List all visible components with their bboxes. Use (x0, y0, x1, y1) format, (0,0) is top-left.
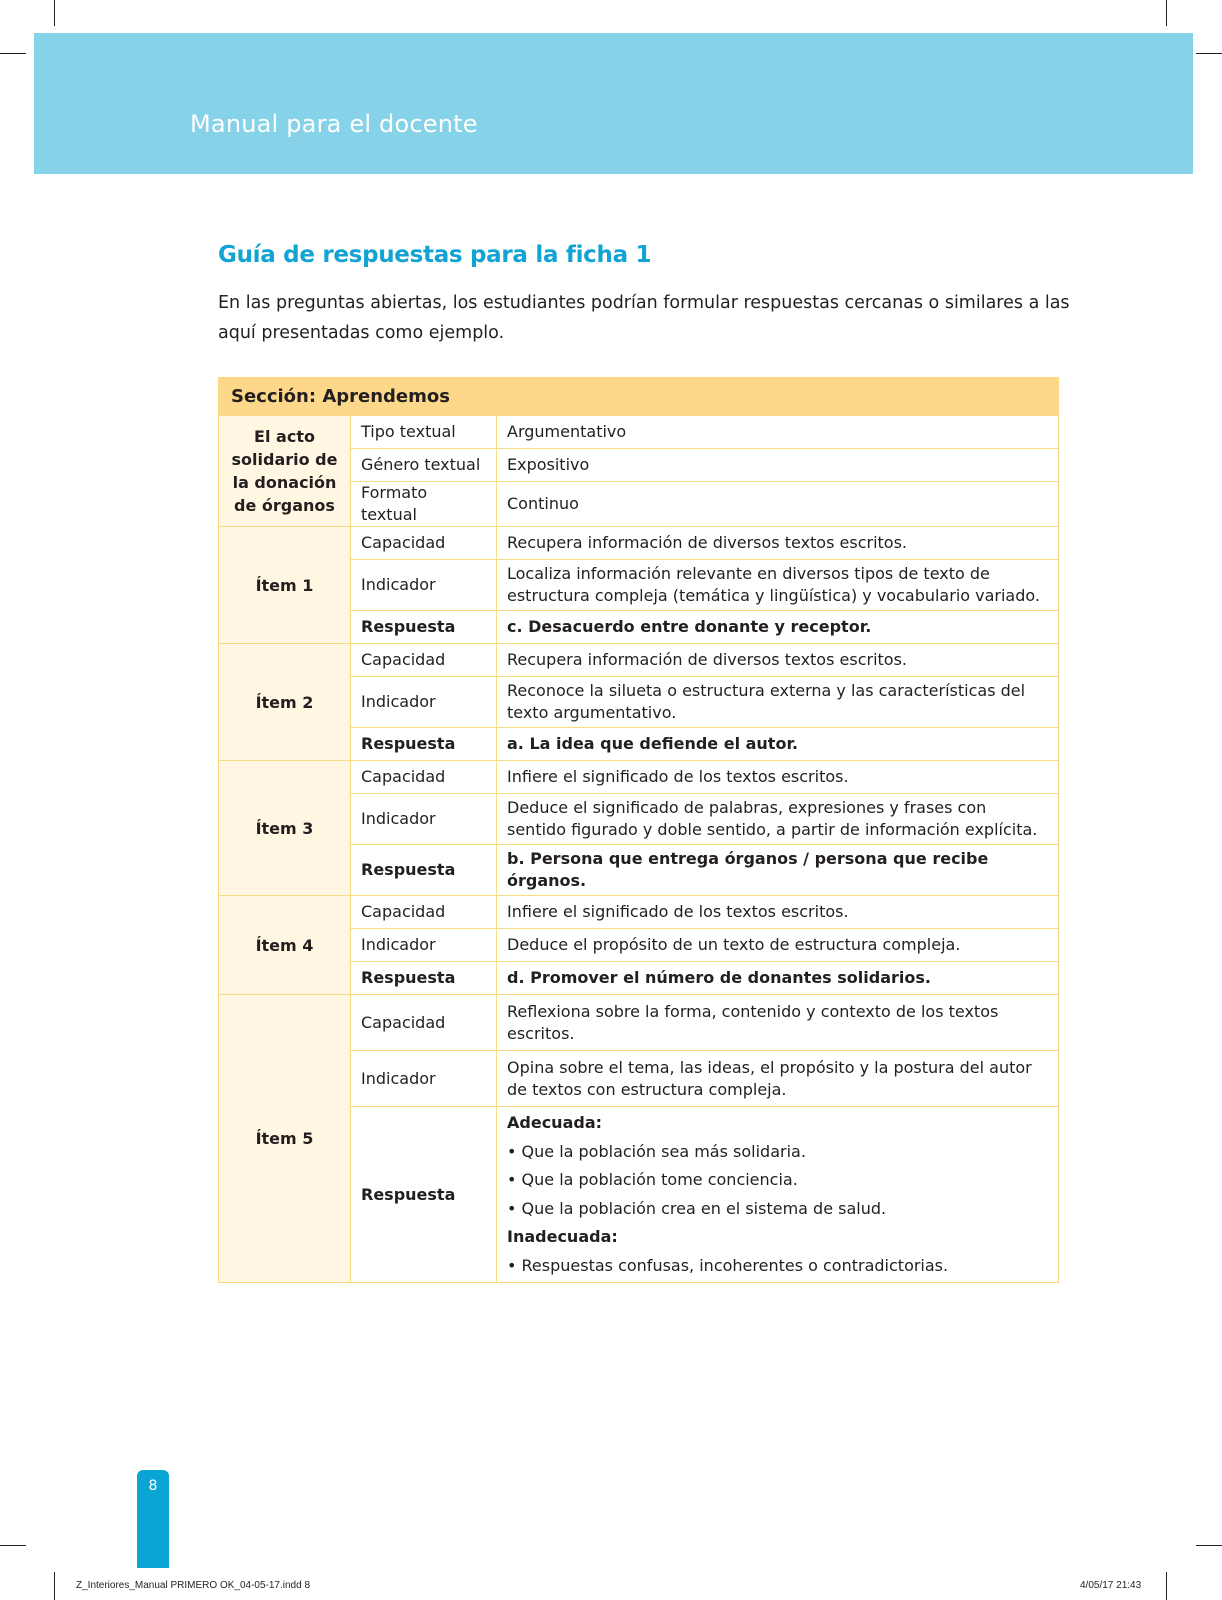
indicador-value: Localiza información relevante en diversos tipos de texto de estructura compleja (temática y lingüística) y vocabulario variado. (497, 560, 1059, 611)
indicador-value: Opina sobre el tema, las ideas, el propósito y la postura del autor de textos con estructura compleja. (497, 1051, 1059, 1107)
indicador-label: Indicador (351, 1051, 497, 1107)
adecuada-heading: Adecuada: (507, 1113, 603, 1132)
row-value: Argumentativo (497, 416, 1059, 449)
capacidad-label: Capacidad (351, 995, 497, 1051)
capacidad-label: Capacidad (351, 896, 497, 929)
crop-mark (54, 1572, 55, 1600)
indicador-label: Indicador (351, 794, 497, 845)
list-item: • Que la población tome conciencia. (507, 1170, 798, 1189)
respuesta-label: Respuesta (351, 845, 497, 896)
capacidad-value: Reflexiona sobre la forma, contenido y contexto de los textos escritos. (497, 995, 1059, 1051)
list-item: • Que la población sea más solidaria. (507, 1141, 806, 1161)
row-value: Expositivo (497, 449, 1059, 482)
item-label: Ítem 2 (219, 644, 351, 761)
crop-mark (0, 1545, 26, 1546)
respuesta-label: Respuesta (351, 611, 497, 644)
respuesta-value: b. Persona que entrega órganos / persona que recibe órganos. (497, 845, 1059, 896)
respuesta-label: Respuesta (351, 728, 497, 761)
capacidad-value: Infiere el significado de los textos escritos. (497, 896, 1059, 929)
indicador-value: Reconoce la silueta o estructura externa y las características del texto argumentativo. (497, 677, 1059, 728)
respuesta-label: Respuesta (351, 962, 497, 995)
row-value: Continuo (497, 482, 1059, 527)
print-slug-date: 4/05/17 21:43 (1080, 1580, 1142, 1591)
crop-mark (1196, 1545, 1222, 1546)
indicador-label: Indicador (351, 677, 497, 728)
row-label: Tipo textual (351, 416, 497, 449)
item-label: Ítem 5 (219, 995, 351, 1283)
list-item: • Respuestas confusas, incoherentes o contradictorias. (507, 1255, 949, 1275)
indicador-value: Deduce el propósito de un texto de estructura compleja. (497, 929, 1059, 962)
table-row (219, 644, 1059, 677)
table-row (219, 761, 1059, 794)
respuesta-value: c. Desacuerdo entre donante y receptor. (497, 611, 1059, 644)
indicador-label: Indicador (351, 560, 497, 611)
header-band (34, 33, 1193, 174)
crop-mark (1196, 53, 1222, 54)
section-title: Sección: Aprendemos (219, 378, 1059, 416)
table-row (219, 527, 1059, 560)
intro-paragraph: En las preguntas abiertas, los estudiantes podrían formular respuestas cercanas o similares a las aquí presentadas como ejemplo. (218, 293, 1070, 343)
guide-title: Guía de respuestas para la ficha 1 (218, 242, 652, 268)
respuesta-label: Respuesta (351, 1107, 497, 1283)
text-title-cell: El acto solidario de la donación de órganos (219, 416, 351, 527)
respuesta-value (497, 1107, 1059, 1283)
item-label: Ítem 1 (219, 527, 351, 644)
row-label: Formato textual (351, 482, 497, 527)
capacidad-value: Recupera información de diversos textos escritos. (497, 644, 1059, 677)
table-row (219, 995, 1059, 1051)
page-number: 8 (148, 1478, 158, 1494)
crop-mark (1166, 1572, 1167, 1600)
capacidad-label: Capacidad (351, 761, 497, 794)
capacidad-value: Recupera información de diversos textos escritos. (497, 527, 1059, 560)
indicador-value: Deduce el significado de palabras, expresiones y frases con sentido figurado y doble sentido, a partir de información explícita. (497, 794, 1059, 845)
inadecuada-heading: Inadecuada: (507, 1227, 618, 1246)
respuesta-value: d. Promover el número de donantes solidarios. (497, 962, 1059, 995)
capacidad-value: Infiere el significado de los textos escritos. (497, 761, 1059, 794)
item-label: Ítem 4 (219, 896, 351, 995)
header-title: Manual para el docente (190, 110, 478, 138)
table-row (219, 416, 1059, 449)
answers-table (218, 377, 1059, 1283)
table-row (219, 896, 1059, 929)
respuesta-value: a. La idea que defiende el autor. (497, 728, 1059, 761)
indicador-label: Indicador (351, 929, 497, 962)
capacidad-label: Capacidad (351, 644, 497, 677)
row-label: Género textual (351, 449, 497, 482)
crop-mark (1166, 0, 1167, 26)
list-item: • Que la población crea en el sistema de salud. (507, 1198, 887, 1218)
crop-mark (0, 53, 26, 54)
capacidad-label: Capacidad (351, 527, 497, 560)
print-slug-file: Z_Interiores_Manual PRIMERO OK_04-05-17.indd 8 (76, 1580, 311, 1591)
item-label: Ítem 3 (219, 761, 351, 896)
section-row (219, 378, 1059, 416)
crop-mark (54, 0, 55, 26)
